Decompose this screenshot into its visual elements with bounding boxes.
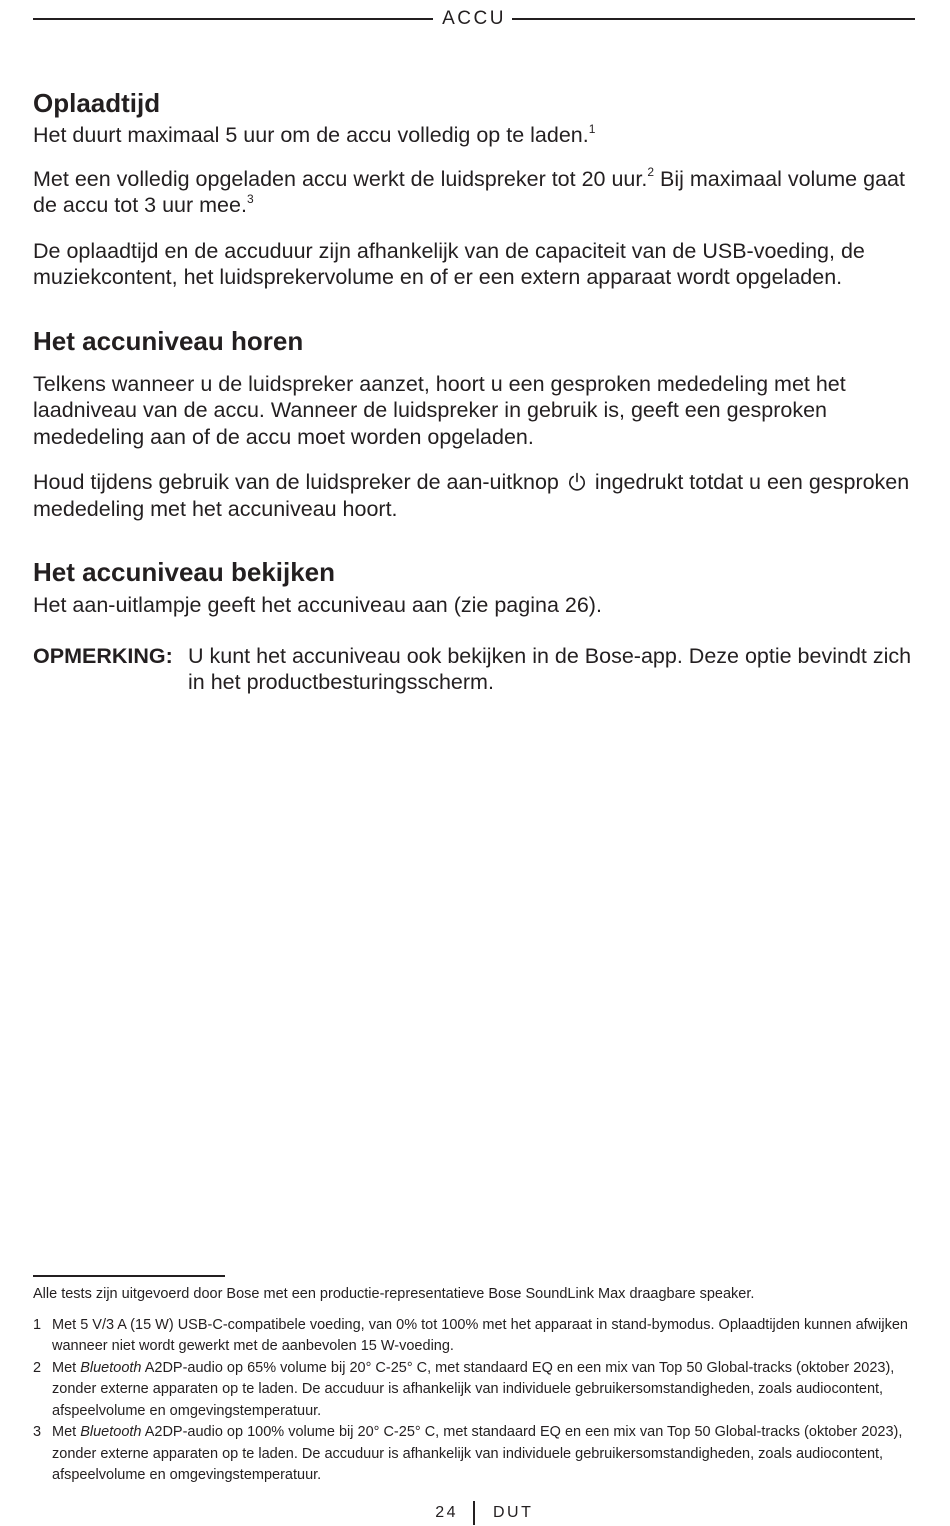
- footnote-ref-3[interactable]: 3: [246, 191, 254, 206]
- paragraph-power-light: Het aan-uitlampje geeft het accuniveau aan (zie pagina 26).: [33, 593, 602, 617]
- footnote-ref-1[interactable]: 1: [588, 121, 596, 136]
- note-label: OPMERKING:: [33, 643, 173, 668]
- heading-oplaadtijd: Oplaadtijd: [33, 88, 161, 118]
- footnote-item: [33, 1422, 913, 1487]
- page-header: [33, 8, 915, 30]
- page-footer: [0, 1500, 950, 1526]
- heading-accuniveau-bekijken: Het accuniveau bekijken: [33, 557, 336, 587]
- header-rule-right: [512, 18, 915, 20]
- page-number: 24: [435, 1504, 458, 1521]
- footnote-number: 1: [33, 1316, 42, 1333]
- paragraph-charge-time: Het duurt maximaal 5 uur om de accu volledig op te laden.$^1$: [33, 121, 596, 147]
- footnote-divider: [33, 1275, 225, 1277]
- heading-accuniveau-horen: Het accuniveau horen: [33, 325, 304, 356]
- footer-separator: [473, 1501, 475, 1525]
- header-rule-left: [33, 18, 433, 20]
- footnote-item: [33, 1358, 913, 1423]
- footnote-item: [33, 1315, 913, 1358]
- paragraph-announcement: Telkens wanneer u de luidspreker aanzet, hoort u een gesproken mededeling met het laadniveau van de accu. Wanneer de luidspreker in gebruik is, geeft een gesproken mededeling aan of de accu moet worden opgeladen.: [33, 371, 846, 449]
- main-content: [33, 86, 918, 696]
- footnotes: [33, 1275, 913, 1487]
- paragraph-play-time: Met een volledig opgeladen accu werkt de luidspreker tot 20 uur.$^2$ Bij maximaal volume gaat de accu tot 3 uur mee.$^3$: [33, 165, 905, 217]
- note-block: [33, 643, 918, 696]
- note-text: U kunt het accuniveau ook bekijken in de Bose-app. Deze optie bevindt zich in het productbesturingsscherm.: [188, 643, 912, 694]
- footnote-number: 3: [33, 1424, 42, 1440]
- section-title: ACCU: [442, 8, 506, 29]
- power-icon: [567, 472, 587, 492]
- language-code: DUT: [493, 1504, 534, 1521]
- footnote-text: Met Bluetooth A2DP-audio op 100% volume bij 20° C-25° C, met standaard EQ en een mix van Top 50 Global-tracks (oktober 2023), zonder externe apparaten op te laden. De accuduur is afhankelijk van individuele gebruikersomstandigheden, zoals audiocontent, afspeelvolume en omgevingstemperatuur.: [52, 1424, 903, 1483]
- paragraph-power-button: Houd tijdens gebruik van de luidspreker de aan-uitknop ingedrukt totdat u een gesproken mededeling met het accuniveau hoort.: [33, 470, 910, 521]
- footnote-ref-2[interactable]: 2: [647, 165, 655, 180]
- footnote-intro: Alle tests zijn uitgevoerd door Bose met een productie-representatieve Bose SoundLink Max draagbare speaker.: [33, 1286, 755, 1302]
- footnote-text: Met Bluetooth A2DP-audio op 65% volume bij 20° C-25° C, met standaard EQ en een mix van Top 50 Global-tracks (oktober 2023), zonder externe apparaten op te laden. De accuduur is afhankelijk van individuele gebruikersomstandigheden, zoals audiocontent, afspeelvolume en omgevingstemperatuur.: [52, 1359, 895, 1419]
- footnote-text: Met 5 V/3 A (15 W) USB-C-compatibele voeding, van 0% tot 100% met het apparaat in stand-bymodus. Oplaadtijden kunnen afwijken wanneer niet wordt gewerkt met de aanbevolen 15 W-voeding.: [52, 1316, 908, 1354]
- paragraph-dependency: De oplaadtijd en de accuduur zijn afhankelijk van de capaciteit van de USB-voeding, de muziekcontent, het luidsprekervolume en of er een extern apparaat wordt opgeladen.: [33, 238, 865, 289]
- footnote-number: 2: [33, 1359, 42, 1376]
